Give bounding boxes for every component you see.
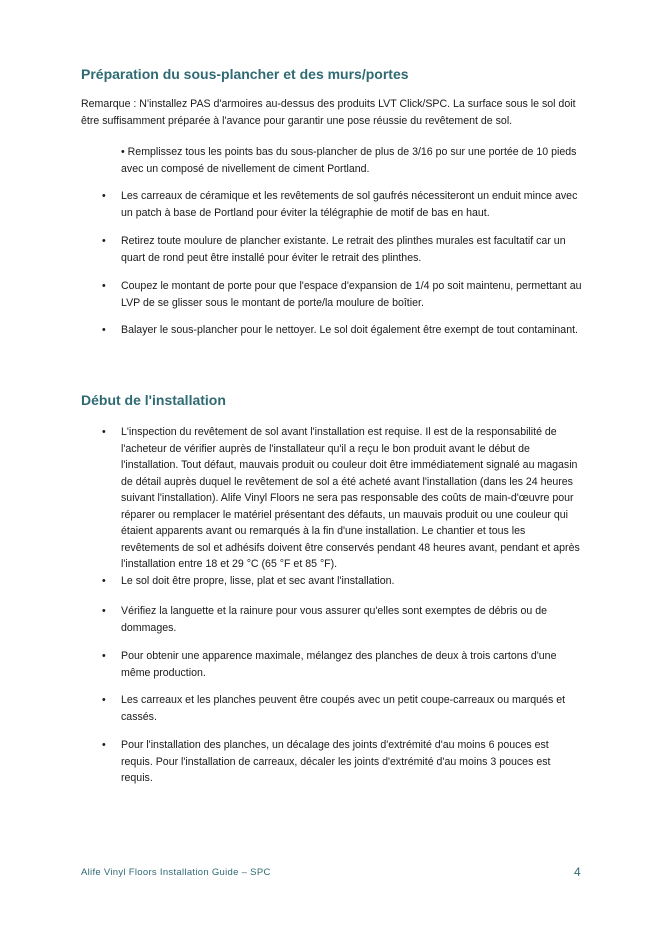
list-item-text: Retirez toute moulure de plancher existante. Le retrait des plinthes murales est facultatif car un quart de rond peut être installé pour éviter le retrait des plinthes. — [121, 235, 566, 264]
list-item-text: Balayer le sous-plancher pour le nettoyer. Le sol doit également être exempt de tout contaminant. — [121, 324, 578, 336]
bullet-icon: • — [102, 426, 106, 438]
bullet-icon: • — [102, 575, 106, 587]
bullet-icon: • — [102, 650, 106, 662]
list-item-text: Le sol doit être propre, lisse, plat et sec avant l'installation. — [121, 575, 395, 587]
footer-title: Alife Vinyl Floors Installation Guide – SPC — [81, 867, 271, 878]
section-heading-installation: Début de l'installation — [81, 392, 226, 408]
bullet-icon: • — [102, 694, 106, 706]
list-item-text: Vérifiez la languette et la rainure pour vous assurer qu'elles sont exemptes de débris ou de dommages. — [121, 605, 548, 634]
section-heading-preparation: Préparation du sous-plancher et des murs/portes — [81, 66, 409, 82]
list-item-text: Pour obtenir une apparence maximale, mélangez des planches de deux à trois cartons d'une même production. — [121, 650, 557, 679]
list-item-text: L'inspection du revêtement de sol avant l'installation est requise. Il est de la responsabilité de l'acheteur de vérifier auprès de l'installateur qu'il a reçu le bon produit avant le début de l'installation. Tout défaut, mauvais produit ou couleur doit être immédiatement signalé au magasin de détail auprès duquel le revêtement de sol a été acheté avant l'installation (dans les 24 heures suivant l'installation). Alife Vinyl Floors ne sera pas responsable des coûts de main-d'œuvre pour réparer ou remplacer le matériel présentant des défauts, un mauvais produit ou une couleur qui étaient apparents avant ou remarqués à la fin d'une installation. Le chantier et tous les revêtements de sol et adhésifs doivent être conservés pendant 48 heures avant, pendant et après l'installation entre 18 et 29 °C (65 °F et 85 °F). — [121, 426, 580, 570]
list-item-text: Pour l'installation des planches, un décalage des joints d'extrémité d'au moins 6 pouces est requis. Pour l'installation de carreaux, décaler les joints d'extrémité d'au moins 3 pouces est requis. — [121, 739, 551, 784]
bullet-icon: • — [102, 280, 106, 292]
list-item-text: Coupez le montant de porte pour que l'espace d'expansion de 1/4 po soit maintenu, permettant au LVP de se glisser sous le montant de porte/la moulure de boîtier. — [121, 280, 582, 309]
bullet-icon: • — [102, 235, 106, 247]
bullet-icon: • — [102, 605, 106, 617]
bullet-icon: • — [102, 739, 106, 751]
list-item-text: Les carreaux de céramique et les revêtements de sol gaufrés nécessiteront un enduit mince avec un patch à base de Portland pour éviter la télégraphie de motif de bas en haut. — [121, 190, 578, 219]
intro-note: Remarque : N'installez PAS d'armoires au-dessus des produits LVT Click/SPC. La surface sous le sol doit être suffisamment préparée à l'avance pour garantir une pose réussie du revêtement de sol. — [81, 98, 576, 127]
leveling-paragraph: • Remplissez tous les points bas du sous-plancher de plus de 3/16 po sur une portée de 10 pieds avec un composé de nivellement de ciment Portland. — [121, 146, 577, 175]
bullet-icon: • — [102, 324, 106, 336]
list-item-text: Les carreaux et les planches peuvent être coupés avec un petit coupe-carreaux ou marqués et cassés. — [121, 694, 566, 723]
page-number: 4 — [574, 865, 581, 879]
bullet-icon: • — [102, 190, 106, 202]
